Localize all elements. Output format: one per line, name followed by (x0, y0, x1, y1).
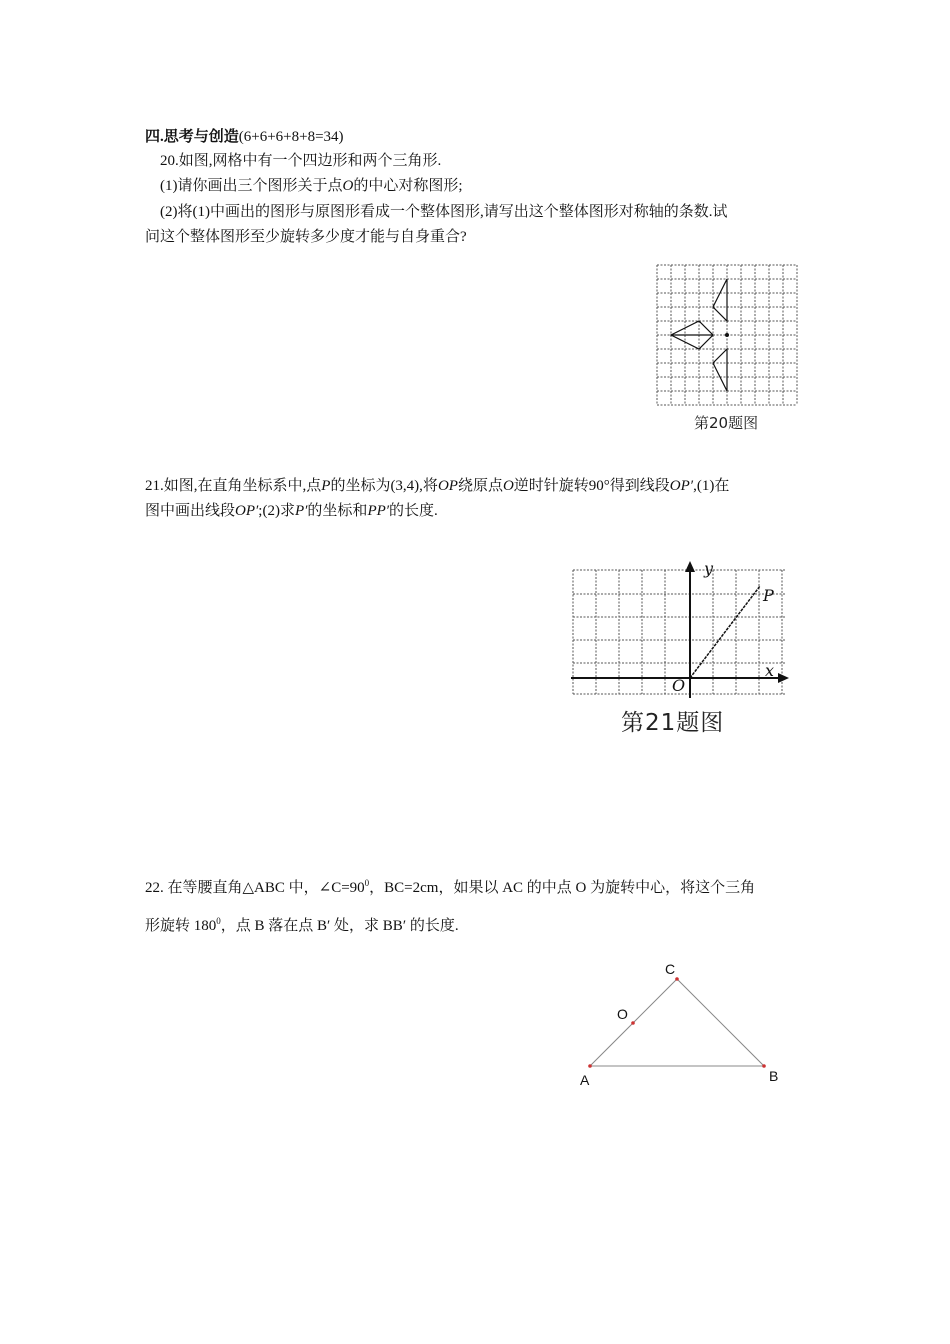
q21-l1-op2: OP′ (669, 478, 694, 494)
q21-l2-op: OP′ (235, 503, 259, 519)
q22-label-c: C (665, 961, 676, 977)
q22-line2 (145, 910, 459, 937)
q21-l2-d: 的长度. (389, 503, 438, 519)
section-header (145, 126, 344, 148)
q22-line2-a: 形旋转 180 (145, 918, 217, 934)
q21-l1-op: OP (437, 478, 458, 494)
q20-triangle-top (713, 279, 727, 321)
section-title: 四.思考与创造 (145, 129, 239, 145)
q22-label-b: B (769, 1068, 779, 1084)
section-points: (6+6+6+8+8=34) (238, 129, 344, 145)
q21-l1-c: 绕原点 (457, 478, 503, 494)
q21-x-arrow (778, 673, 789, 683)
q22-point-o (631, 1021, 635, 1025)
q21-coordinate-figure (568, 560, 790, 700)
q22-point-a (588, 1064, 592, 1068)
q20-line2 (160, 175, 463, 197)
q22-triangle-abc (590, 979, 764, 1066)
q22-label-o: O (617, 1006, 628, 1022)
q22-line1-sup: 0 (364, 878, 370, 888)
q20-line4: 问这个整体图形至少旋转多少度才能与自身重合? (145, 229, 467, 245)
q22-point-b (762, 1064, 766, 1068)
q21-l2-c: 的坐标和 (307, 503, 368, 519)
q20-center-point-o (725, 333, 729, 337)
q21-segment-op (690, 586, 760, 678)
q22-line1-a: 22. 在等腰直角△ABC 中，∠C=90 (145, 880, 365, 896)
q21-l2-a: 图中画出线段 (145, 503, 236, 519)
q20-line2-b: 的中心对称图形; (353, 178, 463, 194)
q22-line1 (145, 872, 755, 899)
q21-l1-p: P (321, 478, 331, 494)
q21-l2-b: ;(2)求 (258, 503, 295, 519)
q21-l1-e: ,(1)在 (693, 478, 730, 494)
q22-point-c (675, 977, 679, 981)
q20-point-o: O (342, 178, 354, 194)
q20-triangle-bottom (713, 349, 727, 391)
q21-line2 (145, 500, 438, 522)
q21-label-o: O (672, 676, 686, 695)
q21-l2-pp: PP′ (367, 503, 390, 519)
q21-label-y: y (704, 560, 714, 578)
q21-l1-o: O (502, 478, 514, 494)
q21-label-x: x (765, 661, 775, 680)
q22-line2-sup: 0 (216, 916, 221, 926)
q20-grid-figure (655, 263, 800, 409)
q22-line2-b: ，点 B 落在点 B′ 处，求 BB′ 的长度. (220, 918, 459, 934)
q22-line1-b: ，BC=2cm，如果以 AC 的中点 O 为旋转中心，将这个三角 (369, 880, 756, 896)
q20-line2-a: (1)请你画出三个图形关于点 (160, 178, 343, 194)
q20-line3: (2)将(1)中画出的图形与原图形看成一个整体图形,请写出这个整体图形对称轴的条数.试 (160, 204, 728, 220)
q20-caption: 第20题图 (694, 414, 759, 432)
q21-y-arrow (685, 561, 695, 572)
q21-l1-d: 逆时针旋转90°得到线段 (513, 478, 670, 494)
q21-l2-p: P′ (294, 503, 308, 519)
q21-l1-b: 的坐标为(3,4),将 (330, 478, 438, 494)
q22-triangle-figure (570, 955, 790, 1095)
q21-caption: 第21题图 (621, 710, 725, 736)
q21-l1-a: 21.如图,在直角坐标系中,点 (145, 478, 322, 494)
q20-line1: 20.如图,网格中有一个四边形和两个三角形. (160, 153, 442, 169)
q21-label-p: P (763, 586, 774, 605)
q21-line1 (145, 475, 729, 497)
q22-label-a: A (580, 1072, 590, 1088)
